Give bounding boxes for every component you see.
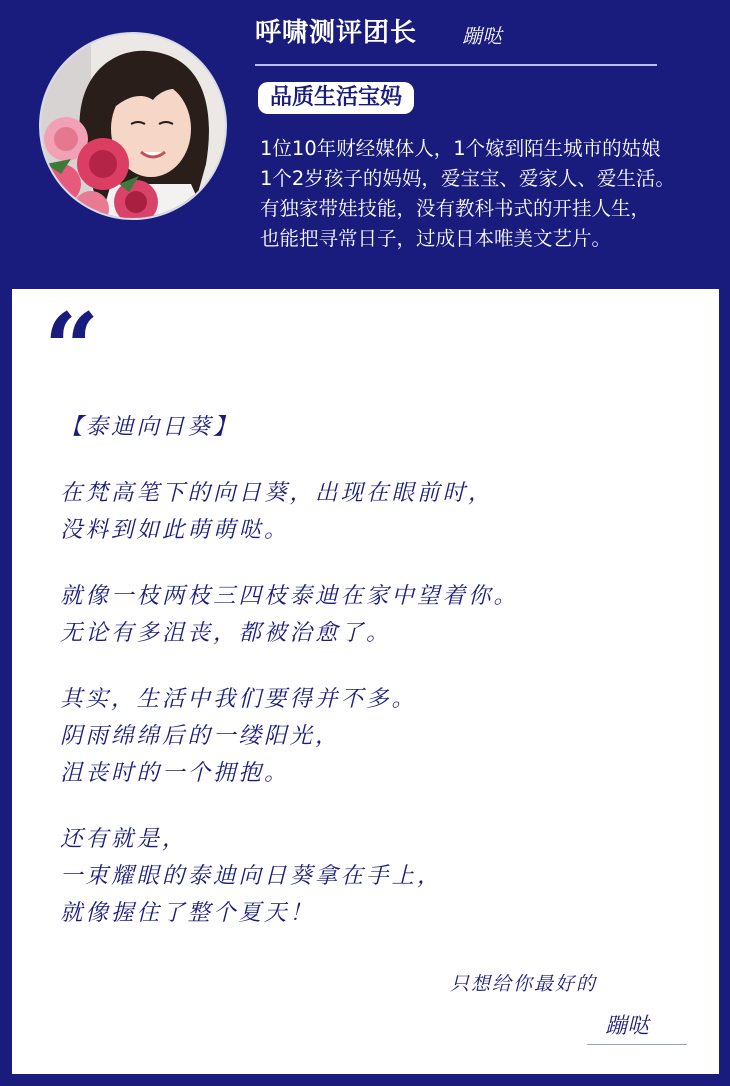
avatar-photo-icon xyxy=(41,34,225,218)
poem-stanza xyxy=(60,578,700,652)
author-signature: 蹦哒 xyxy=(462,24,502,48)
avatar xyxy=(41,34,225,218)
profile-badge: 品质生活宝妈 xyxy=(258,82,414,114)
quote-mark-icon: “ xyxy=(44,292,100,405)
poem-line: 一束耀眼的泰迪向日葵拿在手上， xyxy=(60,863,443,889)
poem-line: 在梵高笔下的向日葵，出现在眼前时， xyxy=(60,480,494,506)
poem-line: 阴雨绵绵后的一缕阳光， xyxy=(60,723,341,749)
bio-text xyxy=(260,134,710,254)
poem-card xyxy=(12,289,719,1074)
poem-line: 无论有多沮丧，都被治愈了。 xyxy=(60,620,392,646)
poem-line: 就像握住了整个夏天！ xyxy=(60,900,316,926)
closing-line: 只想给你最好的 xyxy=(450,973,598,995)
account-name: 呼啸测评团长 xyxy=(255,18,418,48)
poem-stanza xyxy=(60,821,700,932)
poem-stanza xyxy=(60,681,700,792)
bio-line: 有独家带娃技能，没有教科书式的开挂人生， xyxy=(260,197,651,220)
poem-stanza xyxy=(60,475,700,549)
poem-line: 就像一枝两枝三四枝泰迪在家中望着你。 xyxy=(60,583,520,609)
signature-underline xyxy=(587,1044,687,1045)
bio-line: 1位10年财经媒体人，1个嫁到陌生城市的姑娘 xyxy=(260,137,661,160)
bio-line: 也能把寻常日子，过成日本唯美文艺片。 xyxy=(260,227,612,250)
poem-line: 沮丧时的一个拥抱。 xyxy=(60,760,290,786)
poem-line: 其实，生活中我们要得并不多。 xyxy=(60,686,418,712)
bio-line: 1个2岁孩子的妈妈，爱宝宝、爱家人、爱生活。 xyxy=(260,167,675,190)
poem-title: 【泰迪向日葵】 xyxy=(60,414,239,440)
poem-line: 还有就是， xyxy=(60,826,188,852)
poem-title-block xyxy=(60,409,700,446)
poem-body xyxy=(60,409,700,961)
profile-header xyxy=(0,0,730,290)
closing-signature: 蹦哒 xyxy=(605,1014,650,1039)
poem-line: 没料到如此萌萌哒。 xyxy=(60,517,290,543)
divider xyxy=(255,64,657,66)
